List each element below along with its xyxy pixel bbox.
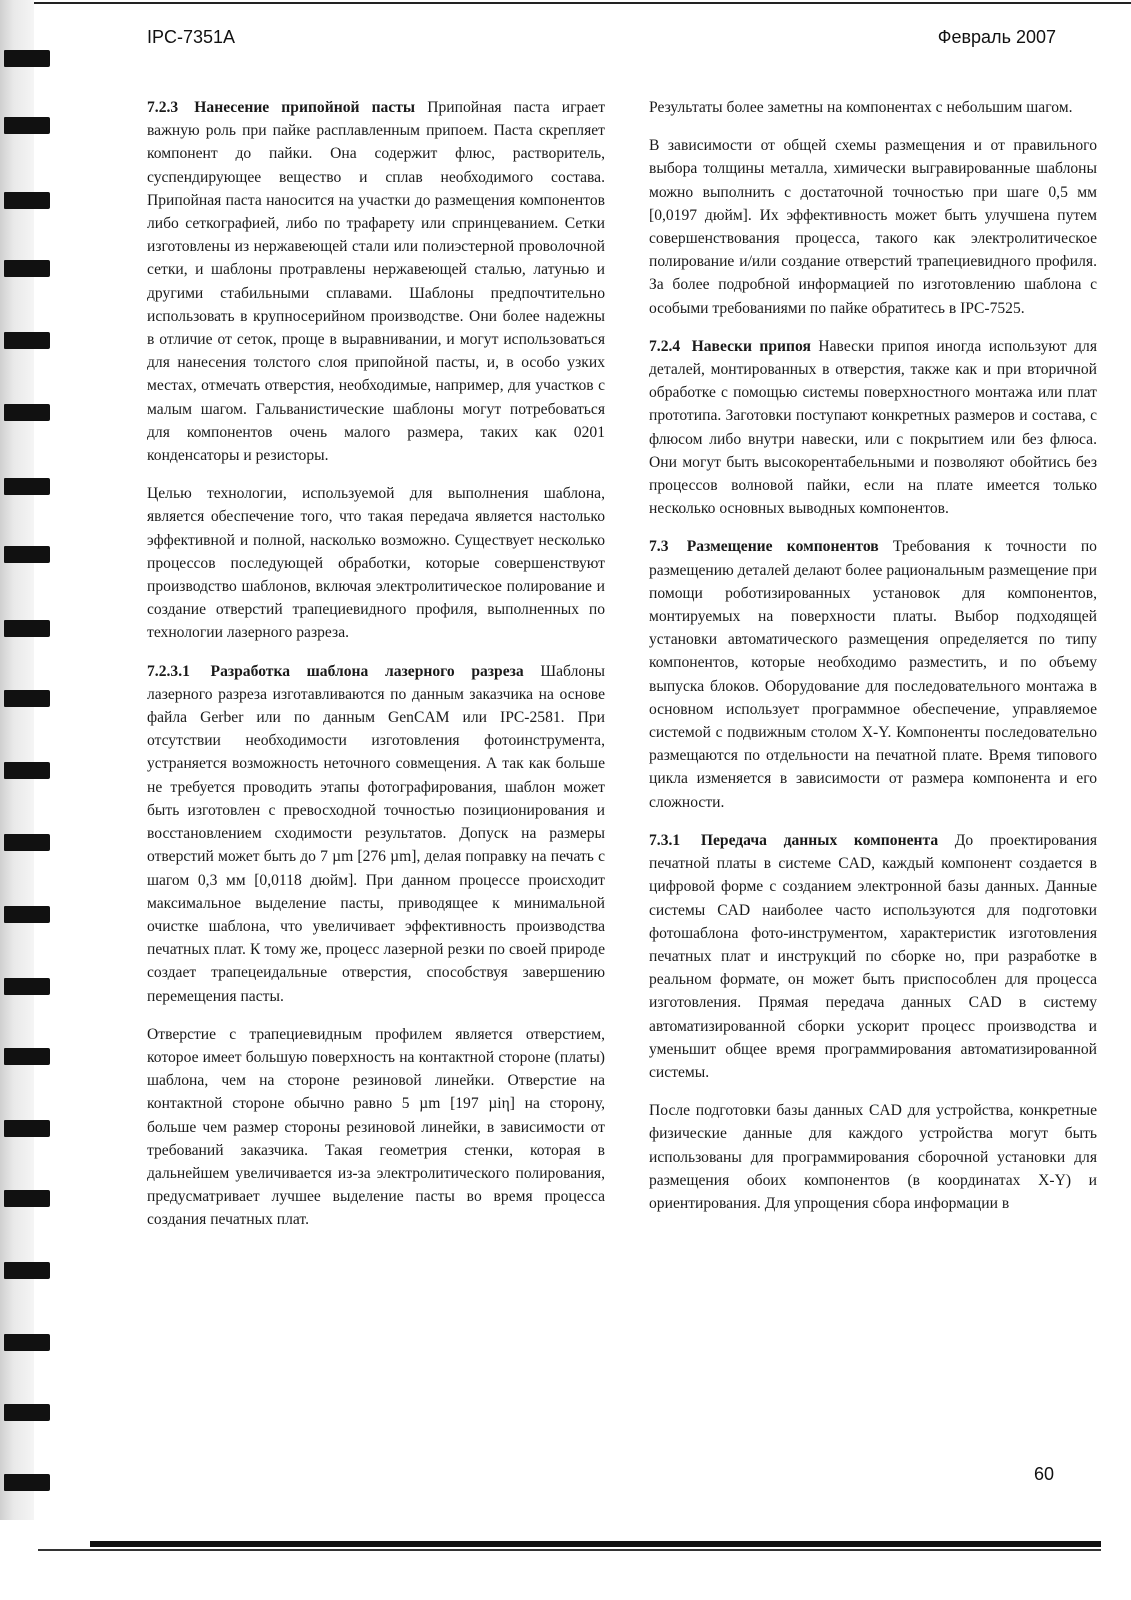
- binding-hole: [4, 978, 50, 995]
- page-edge-shadow: [0, 0, 34, 1520]
- binding-hole: [4, 546, 50, 563]
- paragraph-text: Шаблоны лазерного разреза изготавливаются по данным заказчика на основе файла Gerber или по данным GenCAM или IPC-2581. При отсутствии необходимости изготовления фотоинструмента, устраняется возможность неточного совмещения. А так как больше не требуется проводить этапы фотографирования, шаблон может быть изготовлен с превосходной точностью позиционирования и восстановлением сходимости результатов. Допуск на размеры отверстий может быть до 7 µm [276 µm], делая поправку на печать с шагом 0,3 мм [0,0118 дюйм]. При данном процессе происходит максимальное выделение пасты, приводящее к минимальной очистке шаблона, что увеличивает эффективность производства печатных плат. К тому же, процесс лазерной резки по своей природе создает трапецеидальные отверстия, способствуя завершению перемещения пасты.: [147, 662, 605, 1005]
- binding-hole: [4, 404, 50, 421]
- binding-hole: [4, 50, 50, 67]
- paragraph-results: Результаты более заметны на компонентах с небольшим шагом.: [649, 99, 1073, 116]
- paragraph-trapezoid-aperture: Отверстие с трапециевидным профилем является отверстием, которое имеет большую поверхность на контактной стороне (платы) шаблона, чем на стороне резиновой линейки. Отверстие на контактной стороне обычно равно 5 µm [197 µiη] на сторону, больше чем размер стороны резиновой линейки, в зависимости от требований заказчика. Такая геометрия стенки, которая в дальнейшем увеличивается из-за электролитического полирования, предусматривает лучшее выделение пасты во время процесса создания печатных плат.: [147, 1025, 605, 1229]
- binding-hole: [4, 1334, 50, 1351]
- paragraph-text: Навески припоя иногда используют для деталей, монтированных в отверстия, также как и при вторичной обработке с помощью системы поверхностного монтажа или плат прототипа. Заготовки поступают конкретных размеров и состава, с флюсом либо внутри навески, или с покрытием или без флюса. Они могут быть высокорентабельными и позволяют обойтись без процессов волновой пайки, если на плате имеется только несколько основных выводных компонентов.: [649, 337, 1097, 518]
- binding-hole: [4, 1262, 50, 1279]
- top-rule: [30, 2, 1131, 4]
- document-id: IPC-7351A: [147, 27, 236, 47]
- binding-hole: [4, 192, 50, 209]
- paragraph-text: Требования к точности по размещению деталей делают более рациональным размещение при помощи роботизированных установок для компонентов, монтируемых на поверхности платы. Выбор подходящей установки автоматического размещения определяется по типу компонентов, которые необходимо разместить, и по объему выпуска блоков. Оборудование для последовательного монтажа в основном использует программное обеспечение, управляемое системой с подвижным столом X-Y. Компоненты последовательно размещаются по отдельности на печатной плате. Время типового цикла изменяется в зависимости от размера компонента и его сложности.: [649, 538, 1097, 811]
- paragraph-stencil-purpose: Целью технологии, используемой для выполнения шаблона, является обеспечение того, что такая передача является настолько эффективной и полной, насколько возможно. Существует несколько процессов последующей обработки, которые совершенствуют производство шаблонов, включая электролитическое полирование и создание отверстий трапециевидного профиля, выполненных по технологии лазерного разреза.: [147, 485, 605, 642]
- binding-hole: [4, 1048, 50, 1065]
- binding-hole: [4, 1120, 50, 1137]
- section-title: Разработка шаблона лазерного разреза: [210, 662, 524, 680]
- section-number: 7.2.3: [147, 99, 179, 116]
- binding-hole: [4, 260, 50, 277]
- section-number: 7.2.3.1: [147, 662, 190, 680]
- binding-hole: [4, 690, 50, 707]
- binding-hole: [4, 1404, 50, 1421]
- paragraph-7-2-3: [147, 96, 605, 467]
- binding-hole: [4, 906, 50, 923]
- binding-hole: [4, 1190, 50, 1207]
- binding-edge: [0, 0, 62, 1520]
- binding-hole: [4, 1474, 50, 1491]
- paragraph-text: До проектирования печатной платы в системе CAD, каждый компонент создается в цифровой форме с созданием электронной базы данных. Данные системы CAD наиболее часто используются для подготовки фотошаблона фото-инструментом, характеристик изготовления печатных плат и инструкций по сборке но, при разработке в реальном формате, он может быть приспособлен для процесса изготовления. Прямая передача данных CAD в систему автоматизированной сборки ускорит процесс производства и уменьшит общее время программирования автоматизированной системы.: [649, 831, 1098, 1081]
- section-title: Нанесение припойной пасты: [194, 99, 416, 116]
- paragraph-7-3-1: [649, 829, 1097, 1084]
- paragraph-7-3: [649, 535, 1097, 813]
- left-column: [147, 96, 605, 1247]
- section-number: 7.3: [649, 538, 669, 556]
- binding-hole: [4, 834, 50, 851]
- bottom-scan-bar: [90, 1541, 1101, 1547]
- page-number: 60: [1033, 1464, 1054, 1484]
- binding-hole: [4, 478, 50, 495]
- section-number: 7.2.4: [649, 337, 681, 355]
- bottom-scan-line: [38, 1549, 1101, 1551]
- document-date: Февраль 2007: [937, 27, 1056, 47]
- section-title: Передача данных компонента: [700, 831, 939, 849]
- paragraph-text: Припойная паста играет важную роль при пайке расплавленным припоем. Паста скрепляет компонент до пайки. Она содержит флюс, растворитель, суспендирующее вещество и сплав необходимого состава. Припойная паста наносится на участки до размещения компонентов либо сеткографией, либо по трафарету или спринцеванием. Сетки изготовлены из нержавеющей стали или полиэстерной проволочной сетки, и шаблоны протравлены нержавеющей сталью, латунью и другими стабильными сплавами. Шаблоны предпочтительно использовать в крупносерийном производстве. Они более надежны в отличие от сеток, проще в выравнивании, и могут использоваться для нанесения толстого слоя припойной пасты, и, в особо узких местах, отмечать отверстия, необходимые, например, для участков с малым шагом. Гальванистические шаблоны могут потребоваться для компонентов очень малого размера, таких как 0201 конденсаторы и резисторы.: [147, 99, 606, 465]
- section-number: 7.3.1: [649, 831, 681, 849]
- right-column: [649, 96, 1097, 1230]
- paragraph-chemical-etch: В зависимости от общей схемы размещения и от правильного выбора толщины металла, химически выгравированные шаблоны можно выполнить с достаточной точностью при шаге 0,5 мм [0,0197 дюйм]. Их эффективность может быть улучшена путем совершенствования процесса, такого как электролитическое полирование и/или создание отверстий трапециевидного профиля. За более подробной информацией по изготовлению шаблона с особыми требованиями по пайке обратитесь в IPC-7525.: [649, 137, 1097, 317]
- binding-hole: [4, 332, 50, 349]
- paragraph-cad-database: После подготовки базы данных CAD для устройства, конкретные физические данные для каждого устройства могут быть использованы для программирования сборочной установки для размещения обоих компонентов (в координатах X-Y) и ориентирования. Для упрощения сбора информации в: [649, 1102, 1097, 1212]
- paragraph-7-2-4: [649, 335, 1097, 521]
- section-title: Навески припоя: [691, 337, 811, 355]
- binding-hole: [4, 620, 50, 637]
- section-title: Размещение компонентов: [686, 538, 879, 556]
- paragraph-7-2-3-1: [147, 660, 605, 1008]
- binding-hole: [4, 117, 50, 134]
- binding-hole: [4, 762, 50, 779]
